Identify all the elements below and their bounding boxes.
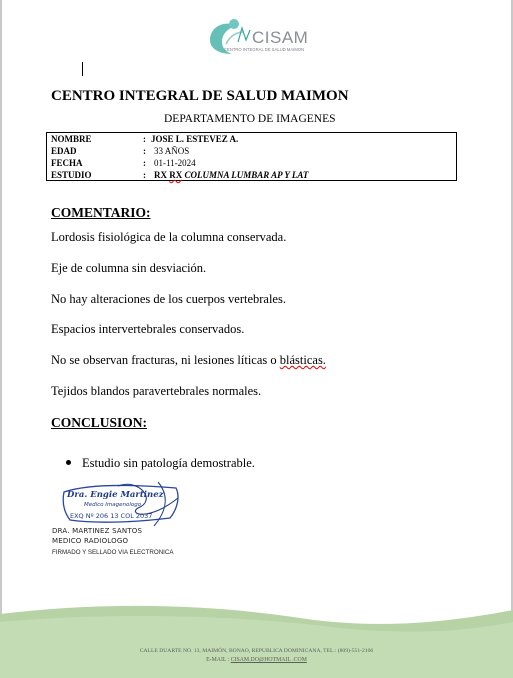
page-edge-left xyxy=(0,0,2,678)
name-value: JOSE L. ESTEVEZ A. xyxy=(151,134,239,144)
stamp-name: Dra. Engie Martinez xyxy=(67,490,164,500)
study-name: COLUMNA LUMBAR AP Y LAT xyxy=(184,170,309,180)
patient-info-box xyxy=(46,132,457,181)
conclusion-heading: CONCLUSION: xyxy=(51,415,148,430)
study-prefix-b: RX xyxy=(169,170,183,180)
study-separator: : xyxy=(143,170,146,180)
department-title: DEPARTAMENTO DE IMAGENES xyxy=(164,113,336,125)
comment-line: Tejidos blandos paravertebrales normales. xyxy=(51,384,262,398)
comment-line: No hay alteraciones de los cuerpos vertebrales. xyxy=(51,292,286,306)
email-link[interactable]: CISAM.DO@HOTMAIL .COM xyxy=(230,657,307,663)
footer-address: CALLE DUARTE NO. 13, MAIMÓN, BONAO, REPUBLICA DOMINICANA, TEL.: (809)-551-2106 xyxy=(139,648,374,654)
comment-line: Espacios intervertebrales conservados. xyxy=(51,322,245,336)
text-cursor xyxy=(82,62,83,76)
logo-subtitle: CENTRO INTEGRAL DE SALUD MAIMON xyxy=(224,47,305,52)
name-separator: : xyxy=(143,134,146,144)
doctor-name: DRA. MARTINEZ SANTOS xyxy=(52,527,143,535)
date-separator: : xyxy=(143,158,146,168)
footer-wave xyxy=(0,596,513,678)
comment-line-text: No se observan fracturas, ni lesiones líticas o xyxy=(51,353,280,367)
signed-note: FIRMADO Y SELLADO VIA ELECTRONICA xyxy=(52,549,174,556)
age-value: 33 AÑOS xyxy=(154,146,190,156)
flagged-word: blásticas. xyxy=(279,353,326,367)
logo-name: CISAM xyxy=(252,28,309,47)
age-label: EDAD xyxy=(51,146,77,156)
name-label: NOMBRE xyxy=(51,134,92,144)
age-separator: : xyxy=(143,146,146,156)
study-prefix-a: RX xyxy=(154,170,167,180)
study-value xyxy=(154,170,308,180)
comment-line: Eje de columna sin desviación. xyxy=(51,261,207,275)
study-label: ESTUDIO xyxy=(51,170,92,180)
bullet-icon xyxy=(66,460,71,465)
date-label: FECHA xyxy=(51,158,83,168)
email-label: E-MAIL : xyxy=(206,657,231,663)
comment-line: Lordosis fisiológica de la columna conservada. xyxy=(51,230,287,244)
stamp-role: Medico Imagenologo xyxy=(84,502,142,508)
stamp-license: EXQ Nº 206 13 COL 2037 xyxy=(70,512,153,520)
report-title: CENTRO INTEGRAL DE SALUD MAIMON xyxy=(51,88,349,104)
doctor-role: MEDICO RADIOLOGO xyxy=(52,537,129,545)
footer-email-row xyxy=(0,657,513,663)
comment-heading: COMENTARIO: xyxy=(51,205,151,220)
comment-line xyxy=(51,353,326,368)
date-value: 01-11-2024 xyxy=(154,158,196,168)
conclusion-item: Estudio sin patología demostrable. xyxy=(82,456,255,470)
